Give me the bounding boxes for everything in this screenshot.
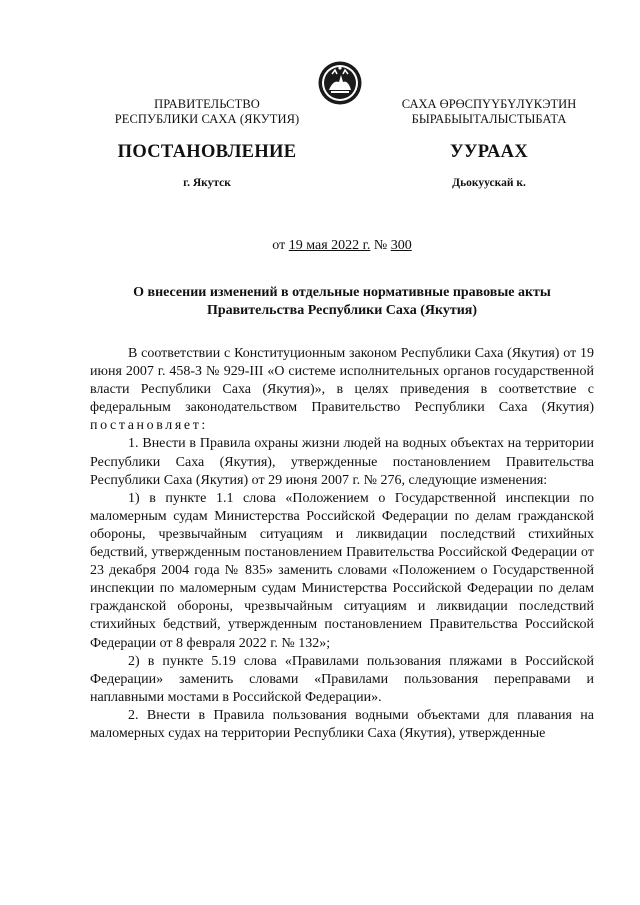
document-number: 300 <box>390 238 412 253</box>
government-name-ru <box>92 97 322 127</box>
paragraph-item-2: 2. Внести в Правила пользования водными объектами для плавания на маломерных судах на территории Республики Саха (Якутия), утвержденные <box>90 707 594 741</box>
paragraph-subitem-2: 2) в пункте 5.19 слова «Правилами пользования пляжами в Российской Федерации» заменить словами «Правилами пользования переправами и наплавными мостами в Российской Федерации». <box>90 653 594 705</box>
document-subject <box>90 284 594 320</box>
government-name-sah-line1: САХА ӨРӨСПҮҮБҮЛҮКЭТИН <box>401 97 577 111</box>
paragraph-item-1: 1. Внести в Правила охраны жизни людей на водных объектах на территории Республики Саха (Якутия), утвержденные постановлением Правительства Республики Саха (Якутия) от 29 июня 2007 г. № 276, следующие изменения: <box>90 436 594 488</box>
document-type-sah: УУРААХ <box>450 142 528 162</box>
coat-of-arms-emblem-icon <box>317 60 363 106</box>
date-prefix: от <box>272 238 286 253</box>
preamble-text: В соответствии с Конституционным законом Республики Саха (Якутия) от 19 июня 2007 г. 458-З № 929-III «О системе исполнительных органов государственной власти Республики Саха (Якутия)», в целях приведения в соответствие с федеральным законодательством Правительство Республики Саха (Якутия) <box>90 346 594 416</box>
subject-line1: О внесении изменений в отдельные нормативные правовые акты <box>133 285 551 300</box>
document-date-line <box>90 238 594 254</box>
document-date: 19 мая 2022 г. <box>288 238 371 253</box>
paragraph-subitem-1: 1) в пункте 1.1 слова «Положением о Государственной инспекции по маломерным судам Министерства Российской Федерации по делам гражданской обороны, чрезвычайным ситуациям и ликвидации последствий стихийных бедствий, утвержденным постановлением Правительства Российской Федерации от 23 декабря 2004 года № 835» заменить словами «Положением о Государственной инспекции по маломерным судам Министерства Российской Федерации по делам гражданской обороны, чрезвычайным ситуациям и ликвидации последствий стихийных бедствий, утвержденным постановлением Правительства Российской Федерации от 8 февраля 2022 г. № 132»; <box>90 490 594 651</box>
city-sah: Дьокуускай к. <box>452 177 526 189</box>
government-name-ru-line1: ПРАВИТЕЛЬСТВО <box>154 97 260 111</box>
city-ru: г. Якутск <box>183 177 231 189</box>
subject-line2: Правительства Республики Саха (Якутия) <box>206 303 478 318</box>
government-name-ru-line2: РЕСПУБЛИКИ САХА (ЯКУТИЯ) <box>114 112 300 126</box>
paragraph-preamble <box>90 345 594 435</box>
government-name-sah <box>384 97 594 127</box>
document-body <box>90 345 594 743</box>
document-type-ru: ПОСТАНОВЛЕНИЕ <box>117 142 297 162</box>
resolves-word: постановляет: <box>90 418 208 434</box>
number-sign: № <box>373 238 388 253</box>
government-name-sah-line2: БЫРАБЫЫТАЛЫСТЫБАТА <box>411 112 567 126</box>
